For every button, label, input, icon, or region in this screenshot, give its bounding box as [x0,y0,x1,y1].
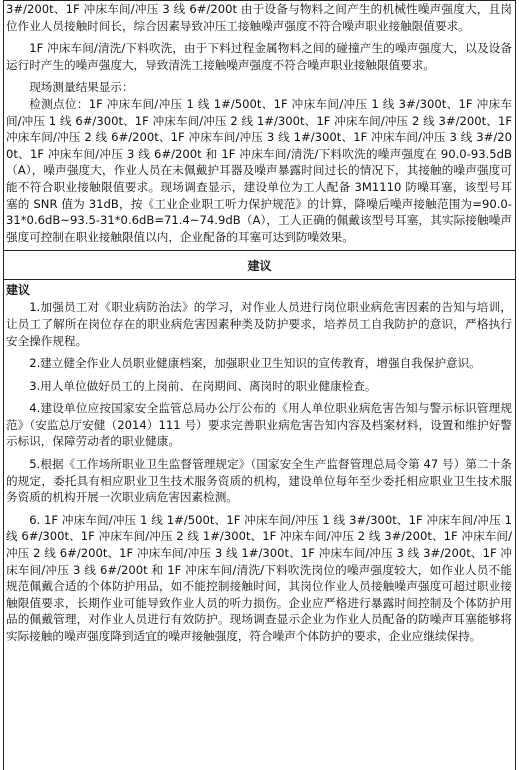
suggestion-item: 2.建立健全作业人员职业健康档案，加强职业卫生知识的宣传教育，增强自我保护意识。 [29,356,481,371]
result-paragraph: 检测点位：1F 冲床车间/冲压 1 线 1#/500t、1F 冲床车间/冲压 1 线 3#/300t、1F 冲床车间/冲压 1 线 6#/300t、1F 冲床车间/冲压 2 线 1#/300t、1F 冲床车间/冲压 2 线 3#/200t、1F 冲床车间/冲压 2 线 6#/200t、1F 冲床车间/冲压 3 线 1#/300t、1F 冲床车间/冲压 3 线 3#/200t、1F 冲床车间/冲压 3 线 6#/200t 和 1F 冲床车间/清洗/下料吹洗的噪声强度在 90.0-93.5dB（A），噪声强度大，作业人员在未佩戴护耳器及噪声暴露时间过长的情况下，其接触的噪声强度可能不符合职业接触限值要求。现场调查显示，建设单位为工人配备 3M1110 防噪耳塞，该型号耳塞的 SNR 值为 31dB，按《工业企业职工听力保护规范》的计算，降噪后噪声接触范围为=90.0-31*0.6dB~93.5-31*0.6dB=71.4~74.9dB（A），工人正确的佩戴该型号耳塞，其实际接触噪声强度可控制在职业接触限值以内，企业配备的耳塞可达到防噪效果。 [6,96,512,244]
section-header: 建议 [247,258,272,273]
suggestions-label: 建议 [6,283,31,298]
assessment-cell [4,1,515,250]
section-header-row [4,250,515,280]
suggestions-cell [4,280,515,644]
suggestion-item: 1.加强员工对《职业病防治法》的学习，对作业人员进行岗位职业病危害因素的告知与培训，让员工了解所在岗位存在的职业病危害因素种类及防护要求，培养员工自我防护的意识，严格执行安全操作规程。 [6,300,512,348]
suggestion-item: 5.根据《工作场所职业卫生监督管理规定》（国家安全生产监督管理总局令第 47 号）第二十条的规定，委托具有相应职业卫生技术服务资质的机构，建设单位每年至少委托相应职业卫生技术服务资质的机构开展一次职业病危害因素检测。 [6,457,512,505]
suggestion-item: 3.用人单位做好员工的上岗前、在岗期间、离岗时的职业健康检查。 [29,378,377,393]
result-title: 现场测量结果显示： [29,80,134,95]
assessment-paragraph-stamping: 3#/200t、1F 冲床车间/冲压 3 线 6#/200t 由于设备与物料之间产生的机械性噪声强度大，且岗位作业人员接触时间长，综合因素导致冲压工接触噪声强度不符合噪声职业接触限值要求。 [6,2,512,33]
suggestion-item: 6. 1F 冲床车间/冲压 1 线 1#/500t、1F 冲床车间/冲压 1 线 3#/300t、1F 冲床车间/冲压 1 线 6#/300t、1F 冲床车间/冲压 2 线 1#/300t、1F 冲床车间/冲压 2 线 3#/200t、1F 冲床车间/冲压 2 线 6#/200t、1F 冲床车间/冲压 3 线 1#/300t、1F 冲床车间/冲压 3 线 3#/200t、1F 冲床车间/冲压 3 线 6#/200t 和 1F 冲床车间/清洗/下料吹洗岗位的噪声强度较大，如作业人员不能规范佩戴合适的个体防护用品，如不能控制接触时间，其岗位作业人员接触噪声强度可超过职业接触限值要求，长期作业可能导致作业人员的听力损伤。企业应严格进行暴露时间控制及个体防护用品的佩戴管理，对作业人员进行有效防护。现场调查显示企业为作业人员配备的防噪声耳塞能够将实际接触的噪声强度降到适宜的噪声接触强度，符合噪声个体防护的要求，企业应继续保持。 [6,512,512,643]
assessment-paragraph-blanking: 1F 冲床车间/清洗/下料吹洗，由于下料过程金属物料之间的碰撞产生的噪声强度大，以及设备运行时产生的噪声强度大，导致清洗工接触噪声强度不符合噪声职业接触限值要求。 [6,41,512,72]
document-table [3,0,516,770]
suggestion-item: 4.建设单位应按国家安全监管总局办公厅公布的《用人单位职业病危害告知与警示标识管理规范》（安监总厅安健（2014）111 号）要求完善职业病危害告知内容及档案材料，设置和维护好警示标识，保障劳动者的职业健康。 [6,401,512,449]
